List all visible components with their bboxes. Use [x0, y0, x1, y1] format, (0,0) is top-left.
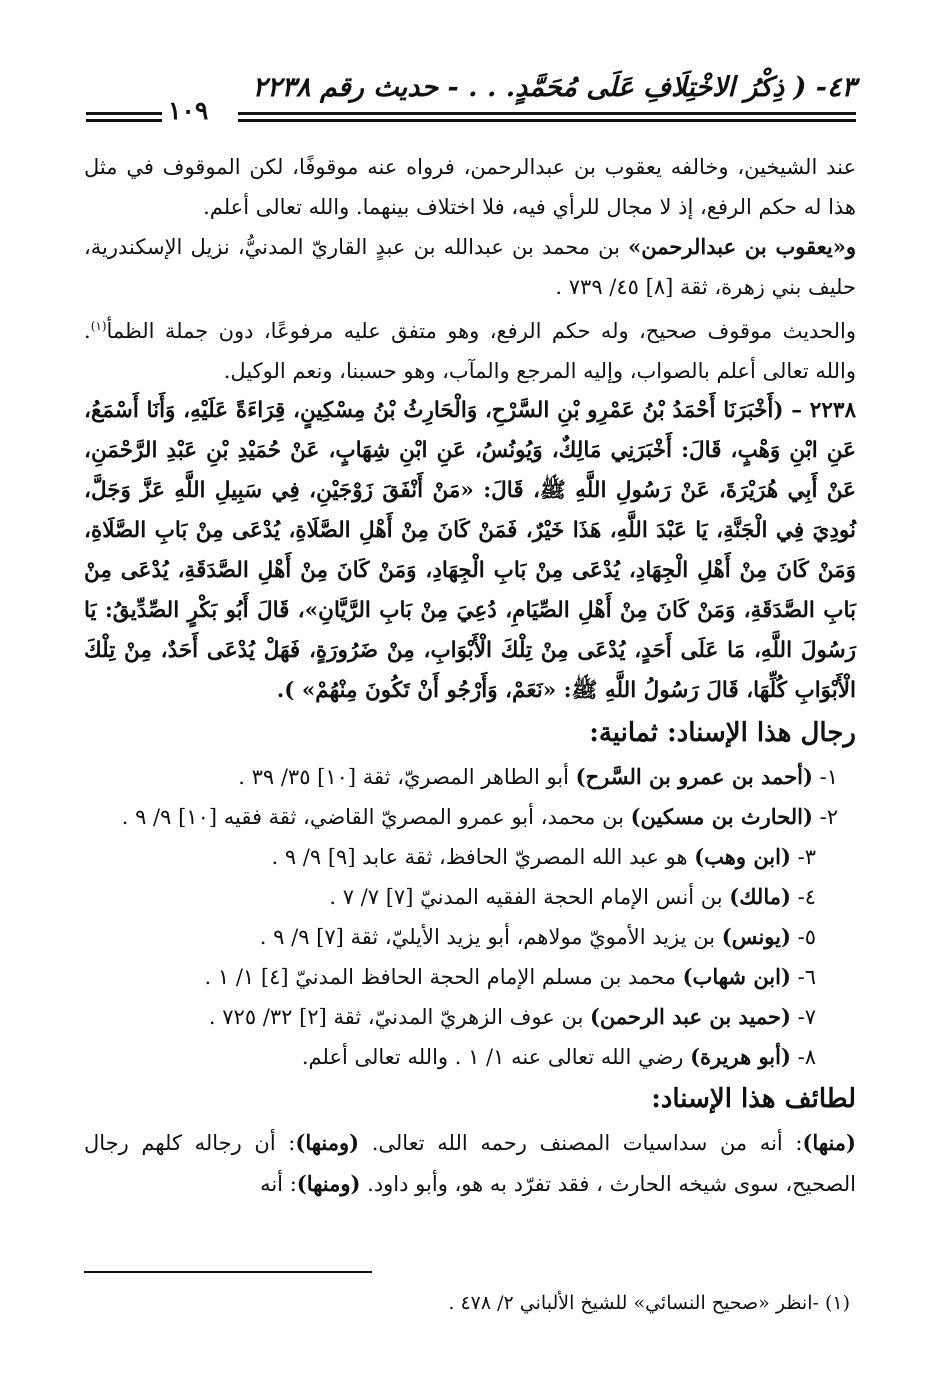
narrator-name: و«يعقوب بن عبدالرحمن» [628, 234, 856, 259]
narrator-name: (الحارث بن مسكين) [630, 804, 813, 829]
list-item: ٧- (حميد بن عبد الرحمن) بن عوف الزهريّ المدنيّ، ثقة [٢] ٣٢/ ٧٢٥ . [208, 1004, 816, 1029]
page-number: ١٠٩ [168, 96, 209, 125]
commentary-paragraph [84, 148, 856, 227]
list-item: ٨- (أبو هريرة) رضي الله تعالى عنه ١/ ١ . والله تعالى أعلم. [301, 1044, 816, 1069]
narrator-name: (ابن وهب) [694, 844, 791, 869]
footnote-marker: (١) [90, 319, 107, 333]
list-item: ٣- (ابن وهب) هو عبد الله المصريّ الحافظ، ثقة عابد [٩] ٩/ ٩ . [271, 844, 816, 869]
list-item: ٦- (ابن شهاب) محمد بن مسلم الإمام الحجة الحافظ المدنيّ [٤] ١/ ١ . [204, 964, 816, 989]
narrator-name: (أبو هريرة) [690, 1044, 791, 1069]
main-text [84, 148, 856, 1204]
lataif-paragraph: (منها): أنه من سداسيات المصنف رحمه الله تعالى. (ومنها): أن رجاله كلهم رجال الصحيح، سوى شيخه الحارث ، فقد تفرّد به هو، وأبو داود. (ومنها): أنه [84, 1130, 856, 1196]
page-number-rule-top [86, 112, 162, 115]
footnote-separator [84, 1271, 372, 1273]
ruling-text-a: والحديث موقوف صحيح، وله حكم الرفع، وهو متفق عليه مرفوعًا، دون جملة الظمأ [106, 319, 856, 343]
narrator-name: (ابن شهاب) [682, 964, 791, 989]
narrator-name: (أحمد بن عمرو بن السَّرح) [575, 764, 813, 789]
narrators-list [84, 757, 856, 1077]
list-item: ٥- (يونس) بن يزيد الأمويّ مولاهم، أبو يزيد الأيليّ، ثقة [٧] ٩/ ٩ . [259, 924, 816, 949]
narrator-name: (يونس) [721, 924, 791, 949]
header-rule-top [238, 112, 856, 115]
page-number-rule-bottom [86, 119, 162, 122]
list-item: ١- (أحمد بن عمرو بن السَّرح) أبو الطاهر المصريّ، ثقة [١٠] ٣٥/ ٣٩ . [238, 764, 838, 789]
hadith-text: ٢٢٣٨ – (أَخْبَرَنَا أَحْمَدُ بْنُ عَمْرِو بْنِ السَّرْحِ، وَالْحَارِثُ بْنُ مِسْكِينٍ، قِرَاءَةً عَلَيْهِ، وَأَنَا أَسْمَعُ، عَنِ ابْنِ وَهْبٍ، قَالَ: أَخْبَرَنِي مَالِكٌ، وَيُونُسُ، عَنِ ابْنِ شِهَابٍ، عَنْ حُمَيْدِ بْنِ عَبْدِ الرَّحْمَنِ، عَنْ أَبِي هُرَيْرَةَ، عَنْ رَسُولِ اللَّهِ ﷺ، قَالَ: «مَنْ أَنْفَقَ زَوْجَيْنِ، فِي سَبِيلِ اللَّهِ عَزَّ وَجَلَّ، نُودِيَ فِي الْجَنَّةِ، يَا عَبْدَ اللَّهِ، هَذَا خَيْرٌ، فَمَنْ كَانَ مِنْ أَهْلِ الصَّلَاةِ، يُدْعَى مِنْ بَابِ الصَّلَاةِ، وَمَنْ كَانَ مِنْ أَهْلِ الْجِهَادِ، يُدْعَى مِنْ بَابِ الْجِهَادِ، وَمَنْ كَانَ مِنْ أَهْلِ الصَّدَقَةِ، يُدْعَى مِنْ بَابِ الصَّدَقَةِ، وَمَنْ كَانَ مِنْ أَهْلِ الصِّيَامِ، دُعِيَ مِنْ بَابِ الرَّيَّانِ»، قَالَ أَبُو بَكْرٍ الصِّدِّيقُ: يَا رَسُولَ اللَّهِ، مَا عَلَى أَحَدٍ، يُدْعَى مِنْ تِلْكَ الْأَبْوَابِ، مِنْ ضَرُورَةٍ، فَهَلْ يُدْعَى أَحَدٌ، مِنْ تِلْكَ الْأَبْوَابِ كُلِّهَا، قَالَ رَسُولُ اللَّهِ ﷺ: «نَعَمْ، وَأَرْجُو أَنْ تَكُونَ مِنْهُمْ» ). [84, 398, 856, 703]
lataif-heading: لطائف هذا الإسناد: [651, 1084, 856, 1114]
narrator-note-paragraph [84, 227, 856, 307]
list-item: ٢- (الحارث بن مسكين) بن محمد، أبو عمرو المصريّ القاضي، ثقة فقيه [١٠] ٩/ ٩ . [121, 804, 838, 829]
narrator-note-text: بن محمد بن عبدالله بن عبدٍ القاريّ المدنيُّ، نزيل الإسكندرية، حليف بني زهرة، ثقة [٨] ٤٥/ ٧٣٩ . [84, 235, 856, 299]
narrator-name: (حميد بن عبد الرحمن) [589, 1004, 791, 1029]
running-header-title: ٤٣- ( ذِكْرُ الاخْتِلَافِ عَلَى مُحَمَّدٍ. . . - حديث رقم ٢٢٣٨ [252, 72, 856, 103]
header-rule-bottom [238, 119, 856, 122]
narrators-heading: رجال هذا الإسناد: ثمانية: [589, 718, 856, 748]
list-item: ٤- (مالك) بن أنس الإمام الحجة الفقيه المدنيّ [٧] ٧/ ٧ . [329, 884, 816, 909]
footnote: (١) -انظر «صحيح النسائي» للشيخ الألباني ٢/ ٤٧٨ . [448, 1292, 850, 1314]
commentary-text: عند الشيخين، وخالفه يعقوب بن عبدالرحمن، فرواه عنه موقوفًا، لكن الموقوف في مثل هذا له حكم الرفع، إذ لا مجال للرأي فيه، فلا اختلاف بينهما. والله تعالى أعلم. [84, 155, 856, 219]
narrator-name: (مالك) [729, 884, 791, 909]
ruling-paragraph [84, 307, 856, 391]
ruling-text-b: . والله تعالى أعلم بالصواب، وإليه المرجع والمآب، وهو حسبنا، ونعم الوكيل. [84, 319, 856, 383]
